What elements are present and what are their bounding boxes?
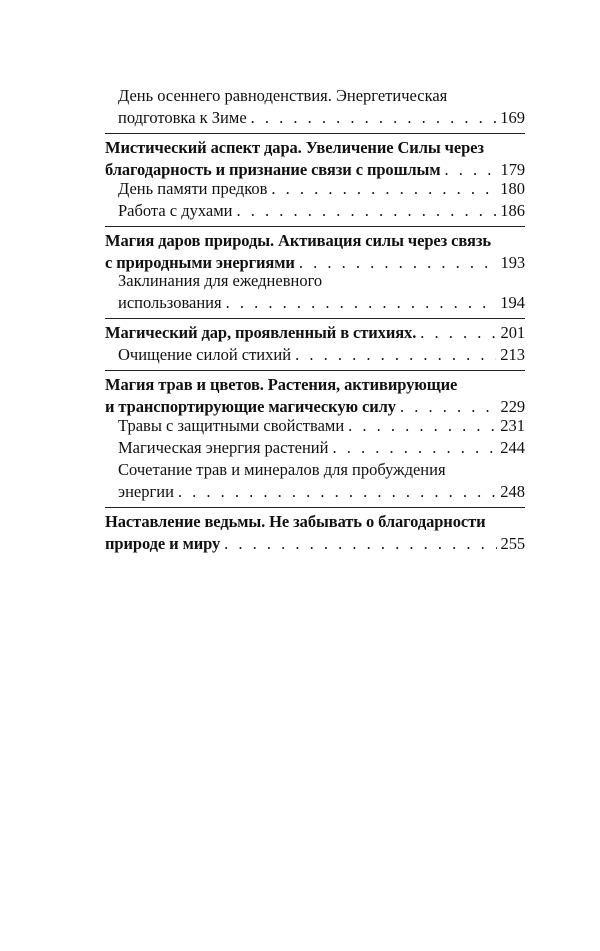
toc-entry-text: Работа с духами xyxy=(118,201,233,220)
toc-entry-text: подготовка к Зиме xyxy=(118,108,247,127)
toc-entry-text: Травы с защитными свойствами xyxy=(118,416,345,435)
toc-page-number: 231 xyxy=(500,416,525,435)
toc-entry-text: Магическая энергия растений xyxy=(118,438,329,457)
toc-entry-herbs-minerals[interactable] xyxy=(118,459,525,503)
section-divider xyxy=(105,318,525,319)
toc-entry-elements-cleansing[interactable] xyxy=(118,344,525,366)
toc-entry-text: День памяти предков xyxy=(118,179,268,198)
toc-entry-text: Очищение силой стихий xyxy=(118,345,292,364)
toc-page-number: 169 xyxy=(500,108,525,127)
dot-leader xyxy=(237,200,497,222)
toc-page-number: 194 xyxy=(500,293,525,312)
toc-chapter-elements[interactable] xyxy=(105,322,525,344)
toc-entry-text: Магия даров природы. Активация силы через связь xyxy=(105,231,491,250)
toc-page-number: 186 xyxy=(500,201,525,220)
toc-page-number: 244 xyxy=(500,438,525,457)
section-divider xyxy=(105,133,525,134)
toc-page-number: 201 xyxy=(500,323,525,342)
toc-page-number: 180 xyxy=(500,179,525,198)
toc-page-number: 193 xyxy=(500,253,525,272)
toc-entry-text: Магия трав и цветов. Растения, активирующие xyxy=(105,375,458,394)
dot-leader xyxy=(420,322,496,344)
toc-entry-ancestors-day[interactable] xyxy=(118,178,525,200)
toc-entry-spirits[interactable] xyxy=(118,200,525,222)
dot-leader xyxy=(224,533,496,555)
dot-leader xyxy=(178,481,496,503)
toc-page-number: 229 xyxy=(500,397,525,416)
toc-entry-plant-energy[interactable] xyxy=(118,437,525,459)
toc-page-number: 255 xyxy=(500,534,525,553)
dot-leader xyxy=(271,178,496,200)
dot-leader xyxy=(226,292,497,314)
dot-leader xyxy=(348,415,496,437)
toc-entry-text: День осеннего равноденствия. Энергетическая xyxy=(118,86,448,105)
toc-entry-text: Магический дар, проявленный в стихиях. xyxy=(105,323,417,342)
toc-entry-protective-herbs[interactable] xyxy=(118,415,525,437)
dot-leader xyxy=(332,437,496,459)
toc-page-number: 179 xyxy=(500,160,525,179)
section-divider xyxy=(105,507,525,508)
toc-entry-text: и транспортирующие магическую силу xyxy=(105,397,396,416)
toc-entry-text: Мистический аспект дара. Увеличение Силы через xyxy=(105,138,484,157)
toc-chapter-mystical-aspect[interactable] xyxy=(105,137,525,181)
dot-leader xyxy=(251,107,497,129)
toc-entry-text: использования xyxy=(118,293,222,312)
toc-entry-text: Заклинания для ежедневного xyxy=(118,271,323,290)
section-divider xyxy=(105,226,525,227)
toc-entry-text: с природными энергиями xyxy=(105,253,295,272)
toc-entry-text: энергии xyxy=(118,482,174,501)
toc-entry-text: Наставление ведьмы. Не забывать о благодарности xyxy=(105,512,486,531)
toc-entry-autumn-equinox[interactable] xyxy=(118,85,525,129)
toc-chapter-nature-gifts[interactable] xyxy=(105,230,525,274)
toc-page-number: 248 xyxy=(500,482,525,501)
section-divider xyxy=(105,370,525,371)
toc-page-number: 213 xyxy=(500,345,525,364)
toc-chapter-herbs-flowers[interactable] xyxy=(105,374,525,418)
toc-chapter-witch-instruction[interactable] xyxy=(105,511,525,555)
dot-leader xyxy=(295,344,496,366)
toc-entry-text: благодарность и признание связи с прошлым xyxy=(105,160,441,179)
toc-entry-text: природе и миру xyxy=(105,534,221,553)
toc-entry-daily-spells[interactable] xyxy=(118,270,525,314)
toc-entry-text: Сочетание трав и минералов для пробуждения xyxy=(118,460,446,479)
